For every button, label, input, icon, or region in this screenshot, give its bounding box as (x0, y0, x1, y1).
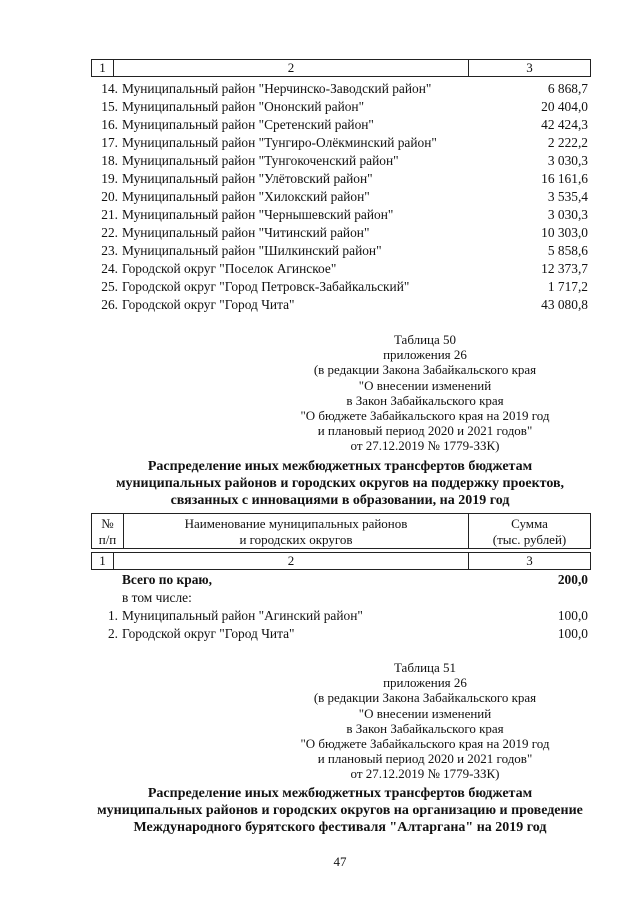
table-row: 15. Муниципальный район "Ононский район" 20 404,0 (101, 99, 588, 114)
table51-title: Распределение иных межбюджетных трансфертов бюджетам муниципальных районов и городских округов на организацию и проведение Международного бурятского фестиваля "Алтаргана" на 2019 год (97, 786, 583, 835)
table50-including: в том числе: (122, 590, 192, 605)
table-row: 16. Муниципальный район "Сретенский район" 42 424,3 (101, 117, 588, 132)
table-row: 26. Городской округ "Город Чита" 43 080,8 (101, 297, 588, 312)
table50-title: Распределение иных межбюджетных трансфертов бюджетам муниципальных районов и городских округов на поддержку проектов, связанных с инновациями в образовании, на 2019 год (115, 459, 565, 508)
header-col-name: Наименование муниципальных районов и городских округов (184, 516, 408, 547)
table50-column-numbers: 1 2 3 (91, 552, 591, 570)
table-row: 14. Муниципальный район "Нерчинско-Заводский район" 6 868,7 (101, 81, 588, 96)
table-row: 21. Муниципальный район "Чернышевский район" 3 030,3 (101, 207, 588, 222)
table-row: 17. Муниципальный район "Тунгиро-Олёкминский район" 2 222,2 (101, 135, 588, 150)
table50-total-row: Всего по краю, 200,0 (122, 572, 588, 587)
table-row: 2. Городской округ "Город Чита" 100,0 (107, 626, 588, 641)
top-table-column-numbers (91, 59, 591, 77)
table-row: 20. Муниципальный район "Хилокский район" 3 535,4 (101, 189, 588, 204)
table50-header (91, 513, 591, 549)
table-row: 22. Муниципальный район "Читинский район" 10 303,0 (101, 225, 588, 240)
table-row: 23. Муниципальный район "Шилкинский район" 5 858,6 (101, 243, 588, 258)
col-number-1: 1 (99, 60, 106, 75)
col-number-2: 2 (287, 60, 295, 75)
table-row: 19. Муниципальный район "Улётовский район" 16 161,6 (101, 171, 588, 186)
table50-caption: Таблица 50 приложения 26 (в редакции Закона Забайкальского края "О внесении изменений в Закон Забайкальского края "О бюджете Забайкальского края на 2019 год и плановый период 2020 и 2021 годов" от 27.12.2019 № 1779-ЗЗК) (300, 332, 550, 454)
header-col-number: № п/п (98, 516, 117, 547)
table-row: 1. Муниципальный район "Агинский район" 100,0 (107, 608, 588, 623)
table51-caption: Таблица 51 приложения 26 (в редакции Закона Забайкальского края "О внесении изменений в Закон Забайкальского края "О бюджете Забайкальского края на 2019 год и плановый период 2020 и 2021 годов" от 27.12.2019 № 1779-ЗЗК) (300, 660, 550, 782)
table-row: 24. Городской округ "Поселок Агинское" 12 373,7 (101, 261, 588, 276)
col-number-3: 3 (526, 60, 533, 75)
table-row: 25. Городской округ "Город Петровск-Забайкальский" 1 717,2 (101, 279, 588, 294)
header-col-sum: Сумма (тыс. рублей) (492, 516, 567, 547)
page-number: 47 (333, 854, 347, 869)
table-row: 18. Муниципальный район "Тунгокоченский район" 3 030,3 (101, 153, 588, 168)
